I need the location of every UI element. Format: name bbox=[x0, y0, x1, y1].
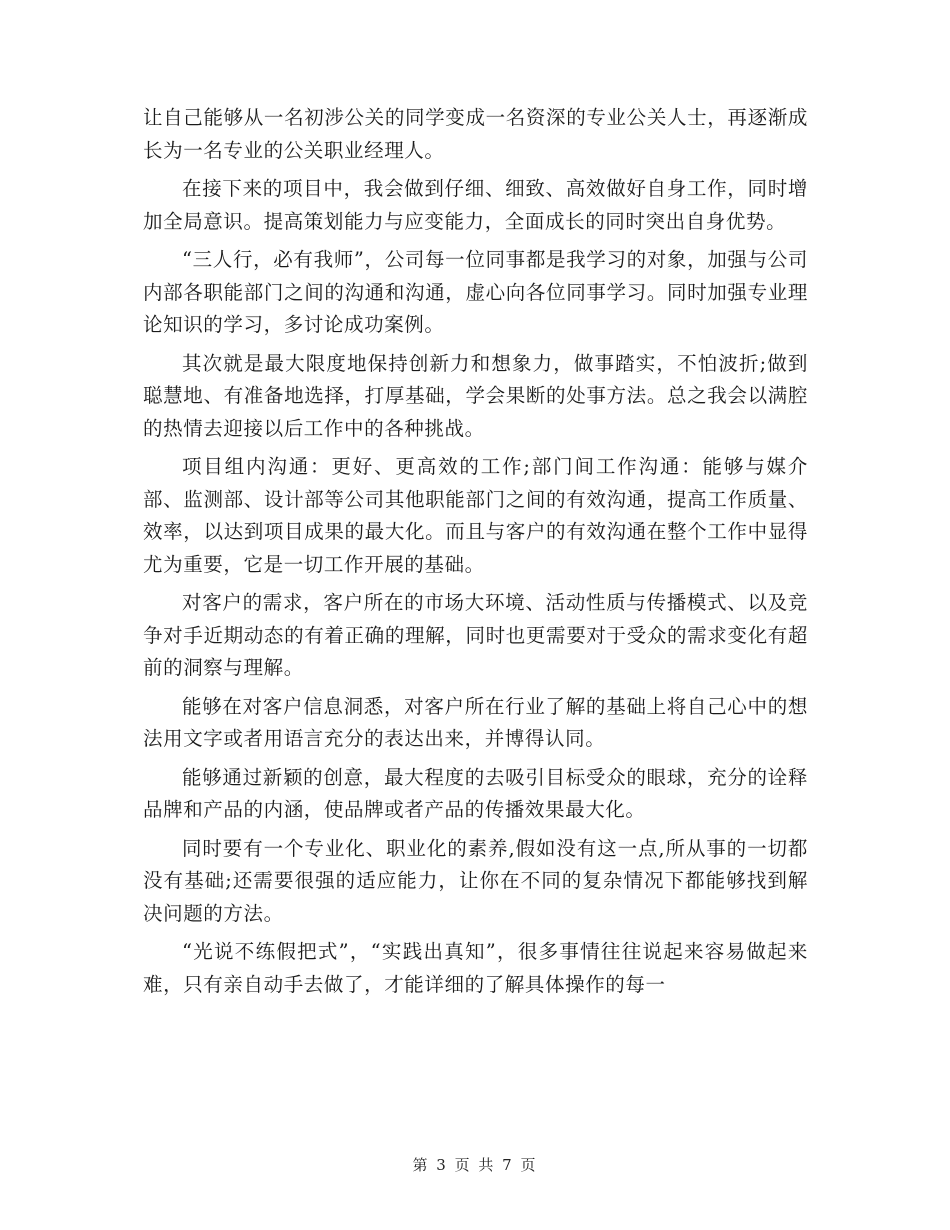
paragraph-8: 能够通过新颖的创意，最大程度的去吸引目标受众的眼球，充分的诠释品牌和产品的内涵，使品牌或者产品的传播效果最大化。 bbox=[143, 765, 808, 821]
paragraph-9: 同时要有一个专业化、职业化的素养,假如没有这一点,所从事的一切都没有基础;还需要很强的适应能力，让你在不同的复杂情况下都能够找到解决问题的方法。 bbox=[143, 836, 808, 925]
paragraph-5: 项目组内沟通：更好、更高效的工作;部门间工作沟通：能够与媒介部、监测部、设计部等公司其他职能部门之间的有效沟通，提高工作质量、效率，以达到项目成果的最大化。而且与客户的有效沟通在整个工作中显得尤为重要，它是一切工作开展的基础。 bbox=[143, 455, 808, 576]
paragraph-7: 能够在对客户信息洞悉，对客户所在行业了解的基础上将自己心中的想法用文字或者用语言充分的表达出来，并博得认同。 bbox=[143, 694, 808, 750]
paragraph-4: 其次就是最大限度地保持创新力和想象力，做事踏实，不怕波折;做到聪慧地、有准备地选择，打厚基础，学会果断的处事方法。总之我会以满腔的热情去迎接以后工作中的各种挑战。 bbox=[143, 351, 808, 440]
paragraph-1: 让自己能够从一名初涉公关的同学变成一名资深的专业公关人士，再逐渐成长为一名专业的公关职业经理人。 bbox=[143, 106, 808, 162]
paragraph-3: “三人行，必有我师”，公司每一位同事都是我学习的对象，加强与公司内部各职能部门之间的沟通和沟通，虚心向各位同事学习。同时加强专业理论知识的学习，多讨论成功案例。 bbox=[143, 248, 808, 336]
document-body bbox=[143, 102, 808, 1001]
paragraph-6: 对客户的需求，客户所在的市场大环境、活动性质与传播模式、以及竞争对手近期动态的有着正确的理解，同时也更需要对于受众的需求变化有超前的洞察与理解。 bbox=[143, 591, 808, 679]
page-number-footer: 第 3 页 共 7 页 bbox=[412, 1156, 538, 1174]
paragraph-2: 在接下来的项目中，我会做到仔细、细致、高效做好自身工作，同时增加全局意识。提高策划能力与应变能力，全面成长的同时突出自身优势。 bbox=[143, 177, 808, 233]
paragraph-10: “光说不练假把式”，“实践出真知”，很多事情往往说起来容易做起来难，只有亲自动手去做了，才能详细的了解具体操作的每一 bbox=[143, 940, 808, 996]
